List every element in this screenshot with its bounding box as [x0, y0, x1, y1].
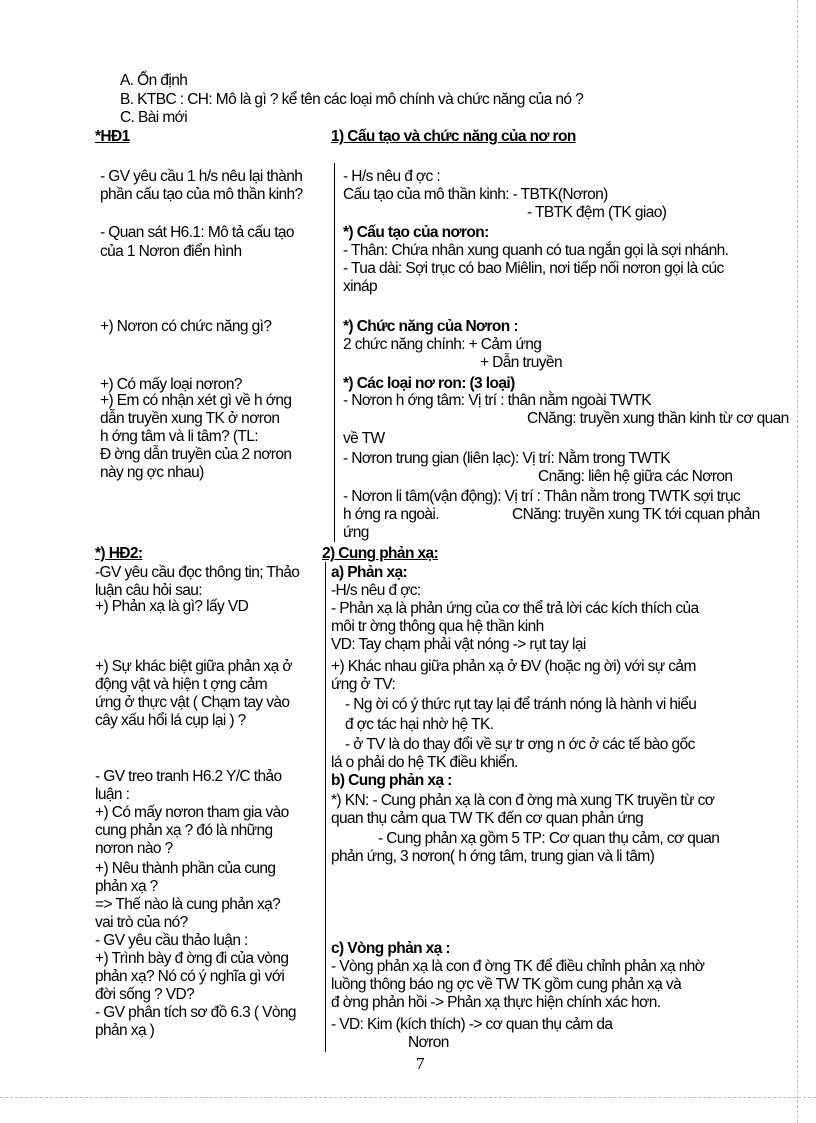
hd2-left-line: vai trò của nó?	[95, 914, 188, 931]
hd1-column-divider	[334, 163, 335, 542]
hd2-left-line: +) Phản xạ là gì? lấy VD	[95, 598, 249, 615]
hd2-left-line: - GV treo tranh H6.2 Y/C thảo	[95, 768, 282, 785]
hd2-left-line: cây xấu hổi lá cụp lại ) ?	[95, 712, 246, 729]
hd2-right-line: VD: Tay chạm phải vật nóng -> rụt tay lại	[331, 636, 586, 653]
hd2-right-line: phản ứng, 3 nơron( h ớng tâm, trung gian và li tâm)	[331, 848, 655, 865]
hd1-right-line: CNăng: truyền xung thần kinh từ cơ quan	[527, 410, 789, 427]
hd1-right-line: h ớng ra ngoài.	[343, 506, 439, 523]
hd2-left-line: +) Trình bày đ ờng đi của vòng	[95, 950, 289, 967]
hd1-left-line: Đ ờng dẫn truyền của 2 nơron	[100, 446, 292, 463]
hd1-right-line: - Nơron trung gian (liên lạc): Vị trí: Nằm trong TWTK	[343, 450, 670, 467]
hd2-right-line: quan thụ cảm qua TW TK đến cơ quan phản ứng	[331, 810, 644, 827]
hd1-right-line: - Nơron h ớng tâm: Vị trí : thân nằm ngoài TWTK	[343, 392, 651, 409]
hd2-right-line: - Phản xạ là phản ứng của cơ thể trả lời các kích thích của	[331, 600, 699, 617]
hd2-left-line: ứng ở thực vật ( Chạm tay vào	[95, 694, 290, 711]
hd1-left-line: +) Nơron có chức năng gì?	[100, 318, 272, 335]
hd2-right-line: *) KN: - Cung phản xạ là con đ ờng mà xung TK truyền từ cơ	[331, 792, 715, 809]
hd2-left-line: +) Có mấy nơron tham gia vào	[95, 804, 289, 821]
page-border-bottom	[0, 1097, 816, 1098]
hd2-title: *) HĐ2:	[95, 545, 143, 562]
hd2-right-subheading: c) Vòng phản xạ :	[331, 940, 450, 957]
hd1-right-line: về TW	[343, 430, 385, 447]
hd2-right-subheading: a) Phản xạ:	[331, 564, 408, 581]
hd1-right-line: Cnăng: liên hệ giữa các Nơron	[538, 468, 733, 485]
hd2-left-line: +) Sự khác biệt giữa phản xạ ở	[95, 658, 292, 675]
hd1-left-line: phần cấu tạo của mô thần kinh?	[100, 186, 303, 203]
intro-line-c: C. Bài mới	[120, 109, 188, 126]
hd1-right-line: - Nơron li tâm(vận động): Vị trí : Thân nằm trong TWTK sợi trục	[343, 488, 741, 505]
hd2-left-line: phản xạ ?	[95, 878, 158, 895]
hd1-heading: 1) Cấu tạo và chức năng của nơ ron	[331, 128, 576, 145]
hd2-right-line: - Ng ời có ý thức rụt tay lại để tránh nóng là hành vi hiểu	[345, 696, 697, 713]
hd1-left-line: của 1 Nơron điển hình	[100, 243, 242, 260]
hd2-right-line: - Cung phản xạ gồm 5 TP: Cơ quan thụ cảm, cơ quan	[378, 830, 720, 847]
page-number: 7	[416, 1054, 425, 1073]
intro-line-a: A. Ổn định	[120, 72, 188, 89]
hd2-right-line: đ ợc tác hại nhờ hệ TK.	[345, 716, 494, 733]
hd1-right-line: + Dẫn truyền	[480, 354, 562, 371]
hd1-title: *HĐ1	[95, 128, 130, 145]
hd2-right-line: ứng ở TV:	[331, 676, 396, 693]
hd2-left-line: phản xạ )	[95, 1022, 155, 1039]
hd1-right-line: - Tua dài: Sợi trục có bao Miêlin, nơi tiếp nối nơron gọi là cúc	[343, 260, 724, 277]
hd2-left-line: động vật và hiện t ợng cảm	[95, 676, 268, 693]
hd2-right-line: - ở TV là do thay đổi về sự tr ơng n ớc ở các tế bào gốc	[345, 736, 695, 753]
hd1-right-line: ứng	[343, 524, 369, 541]
hd1-right-line: 2 chức năng chính: + Cảm ứng	[343, 336, 542, 353]
hd1-right-line: Cấu tạo của mô thần kinh: - TBTK(Nơron)	[343, 186, 608, 203]
hd2-column-divider	[325, 562, 326, 1052]
hd1-right-subheading: *) Các loại nơ ron: (3 loại)	[343, 375, 515, 392]
hd1-right-line: - H/s nêu đ ợc :	[343, 168, 441, 185]
hd2-left-line: phản xạ? Nó có ý nghĩa gì với	[95, 968, 285, 985]
hd1-left-line: này ng ợc nhau)	[100, 464, 204, 481]
hd2-left-line: => Thế nào là cung phản xạ?	[95, 896, 281, 913]
hd2-right-line: +) Khác nhau giữa phản xạ ở ĐV (hoặc ng ời) với sự cảm	[331, 658, 696, 675]
hd2-left-line: -GV yêu cầu đọc thông tin; Thảo	[95, 564, 300, 581]
hd1-left-line: +) Em có nhận xét gì về h ớng	[100, 392, 292, 409]
hd1-left-line: dẫn truyền xung TK ở nơron	[100, 410, 280, 427]
intro-line-b: B. KTBC : CH: Mô là gì ? kể tên các loại mô chính và chức năng của nó ?	[120, 91, 584, 108]
hd1-right-line: xináp	[343, 278, 378, 295]
hd2-right-line: - VD: Kim (kích thích) -> cơ quan thụ cảm da	[331, 1016, 613, 1033]
hd2-right-line: luồng thông báo ng ợc về TW TK gồm cung phản xạ và	[331, 976, 682, 993]
hd2-left-line: luận :	[95, 786, 130, 803]
hd2-right-line: Nơron	[408, 1034, 449, 1051]
hd1-left-line: h ớng tâm và li tâm? (TL:	[100, 428, 258, 445]
hd2-left-line: - GV yêu cầu thảo luận :	[95, 932, 248, 949]
hd2-left-line: - GV phân tích sơ đồ 6.3 ( Vòng	[95, 1004, 296, 1021]
hd2-right-line: - Vòng phản xạ là con đ ờng TK để điều chỉnh phản xạ nhờ	[331, 958, 705, 975]
hd2-right-line: -H/s nêu đ ợc:	[331, 582, 421, 599]
page-border-right	[797, 0, 798, 1123]
hd2-heading: 2) Cung phản xạ:	[322, 545, 439, 562]
hd2-left-line: nơron nào ?	[95, 840, 173, 857]
hd1-right-subheading: *) Chức năng của Nơron :	[343, 318, 518, 335]
hd2-right-line: đ ờng phản hồi -> Phản xạ thực hiện chính xác hơn.	[331, 994, 661, 1011]
hd1-left-line: - GV yêu cầu 1 h/s nêu lại thành	[100, 168, 303, 185]
hd1-right-line: - Thân: Chứa nhân xung quanh có tua ngắn gọi là sợi nhánh.	[343, 242, 729, 259]
hd1-right-line: CNăng: truyền xung TK tới cquan phản	[512, 506, 760, 523]
hd2-right-subheading: b) Cung phản xạ :	[331, 772, 452, 789]
hd1-right-subheading: *) Cấu tạo của nơron:	[343, 224, 489, 241]
hd2-right-line: môi tr ờng thông qua hệ thần kinh	[331, 618, 544, 635]
hd1-left-line: - Quan sát H6.1: Mô tả cấu tạo	[100, 224, 294, 241]
hd2-right-line: lá o phải do hệ TK điều khiển.	[331, 754, 518, 771]
hd2-left-line: cung phản xạ ? đó là những	[95, 822, 273, 839]
hd1-left-line: +) Có mấy loại nơron?	[100, 376, 242, 393]
hd1-right-line: - TBTK đệm (TK giao)	[527, 204, 667, 221]
hd2-left-line: luận câu hỏi sau:	[95, 582, 202, 599]
hd2-left-line: đời sống ? VD?	[95, 986, 195, 1003]
hd2-left-line: +) Nêu thành phần của cung	[95, 860, 276, 877]
